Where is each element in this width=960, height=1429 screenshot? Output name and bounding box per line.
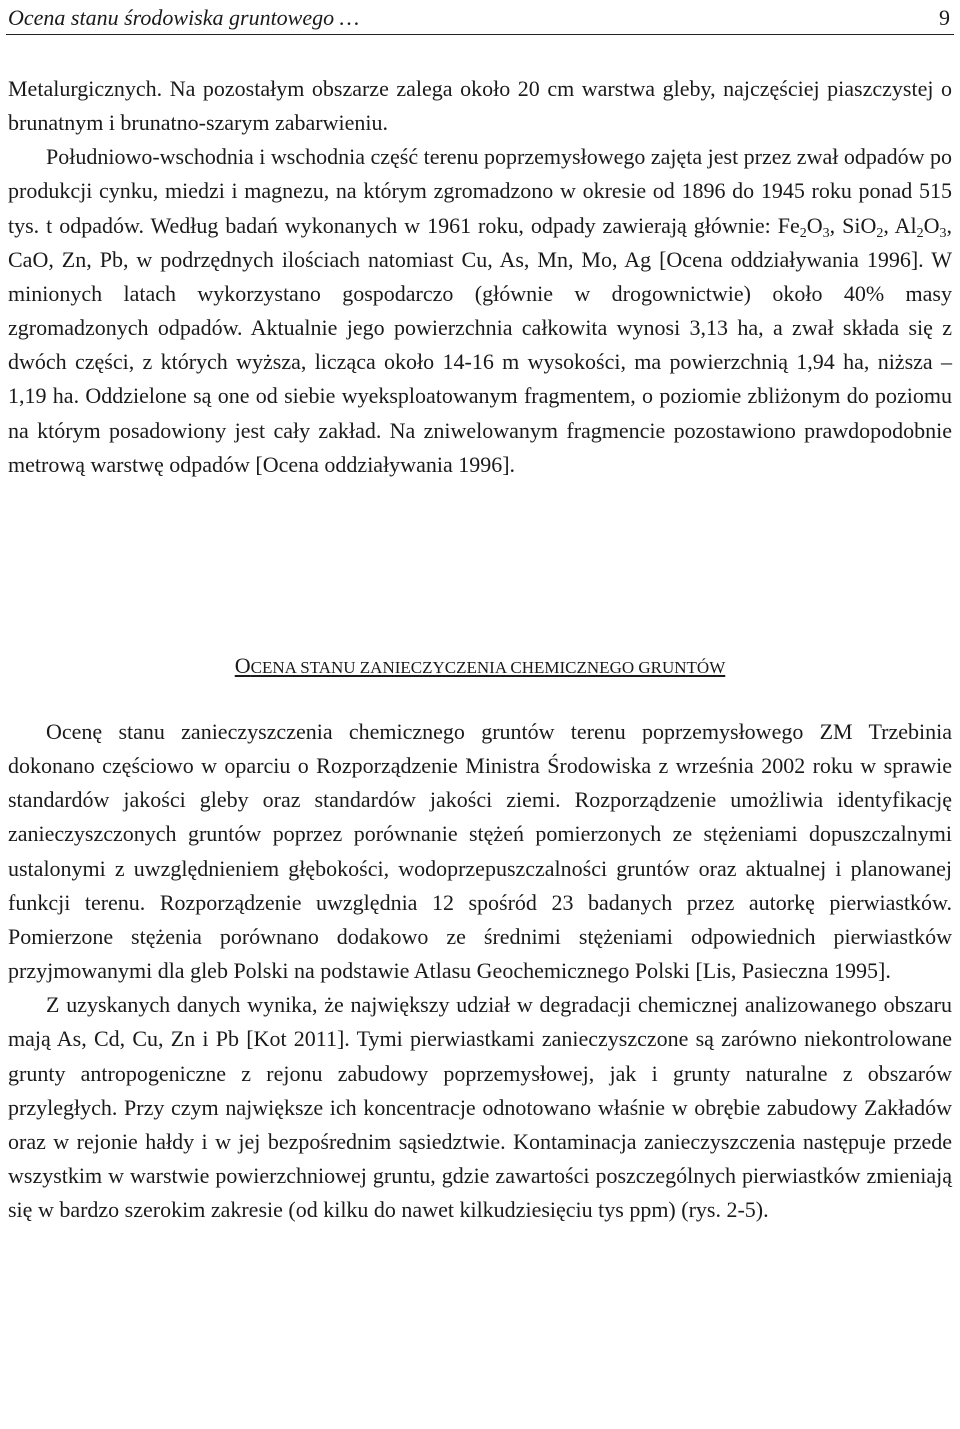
- text-run: , CaO, Zn, Pb, w podrzędnych ilościach natomiast Cu, As, Mn, Mo, Ag [Ocena oddziaływania 1996]. W minionych latach wykorzystano gospodarczo (głównie w drogownictwie) około 40% masy zgromadzonych odpadów. Aktualnie jego powierzchnia całkowita wynosi 3,13 ha, a zwał składa się z dwóch części, z których wyższa, licząca około 14-16 m wysokości, ma powierzchnią 1,94 ha, niższa – 1,19 ha. Oddzielone są one od siebie wyeksploatowanym fragmentem, o poziomie zbliżonym do poziomu na którym posadowiony jest cały zakład. Na zniwelowanym fragmencie pozostawiono prawdopodobnie metrową warstwę odpadów [Ocena oddziaływania 1996].: [8, 212, 952, 477]
- running-header: [6, 2, 954, 35]
- subscript: 2: [876, 225, 884, 241]
- text-run: , Al: [883, 212, 917, 238]
- page-number: 9: [939, 5, 950, 30]
- text-run: O: [923, 212, 940, 238]
- text-run: Południowo-wschodnia i wschodnia część terenu poprzemysłowego zajęta jest przez zwał odpadów po produkcji cynku, miedzi i magnezu, na którym zgromadzono w okresie od 1896 do 1945 roku ponad 515 tys. t odpadów. Według badań wykonanych w 1961 roku, odpady zawierają głównie: Fe: [8, 144, 952, 238]
- text-run: , SiO: [829, 212, 877, 238]
- heading-initial: O: [234, 653, 251, 678]
- subscript: 2: [799, 225, 807, 241]
- paragraph-continued: Metalurgicznych. Na pozostałym obszarze zalega około 20 cm warstwa gleby, najczęściej piaszczystej o brunatnym i brunatno-szarym zabarwieniu.: [8, 76, 952, 136]
- text-block-1: [8, 72, 952, 482]
- running-title: Ocena stanu środowiska gruntowego …: [8, 5, 360, 30]
- subscript: 2: [916, 225, 924, 241]
- subscript: 3: [939, 225, 947, 241]
- text-block-2: [8, 715, 952, 1227]
- paragraph-assessment: Ocenę stanu zanieczyszczenia chemicznego gruntów terenu poprzemysłowego ZM Trzebinia dokonano częściowo w oparciu o Rozporządzenie Ministra Środowiska z września 2002 roku w sprawie standardów jakości gleby oraz standardów jakości ziemi. Rozporządzenie umożliwia identyfikację zanieczyszczonych gruntów poprzez porównanie stężeń pomierzonych ze stężeniami dopuszczalnymi ustalonymi z uwzględnieniem głębokości, wodoprzepuszczalności gruntów oraz aktualnej i planowanej funkcji terenu. Rozporządzenie uwzględnia 12 spośród 23 badanych przez autorkę pierwiastków. Pomierzone stężenia porównano dodakowo ze średnimi stężeniami odpowiednich pierwiastków przyjmowanymi dla gleb Polski na podstawie Atlasu Geochemicznego Polski [Lis, Pasieczna 1995].: [8, 719, 952, 984]
- text-run: O: [806, 212, 823, 238]
- paragraph-waste-heap: [8, 140, 952, 482]
- heading-rest: CENA STANU ZANIECZYCZENIA CHEMICZNEGO GRUNTÓW: [250, 658, 726, 677]
- section-heading: [0, 651, 960, 683]
- paragraph-results: Z uzyskanych danych wynika, że największy udział w degradacji chemicznej analizowanego obszaru mają As, Cd, Cu, Zn i Pb [Kot 2011]. Tymi pierwiastkami zanieczyszczone są zarówno niekontrolowane grunty antropogeniczne z rejonu zabudowy poprzemysłowej, jak i grunty naturalne z obszarów przyległych. Przy czym największe ich koncentracje odnotowano właśnie w obrębie zabudowy Zakładów oraz w rejonie hałdy i w jej bezpośrednim sąsiedztwie. Kontaminacja zanieczyszczenia następuje przede wszystkim w warstwie powierzchniowej gruntu, gdzie zawartości poszczególnych pierwiastków zmieniają się w bardzo szerokim zakresie (od kilku do nawet kilkudziesięciu tys ppm) (rys. 2-5).: [8, 992, 952, 1223]
- subscript: 3: [822, 225, 830, 241]
